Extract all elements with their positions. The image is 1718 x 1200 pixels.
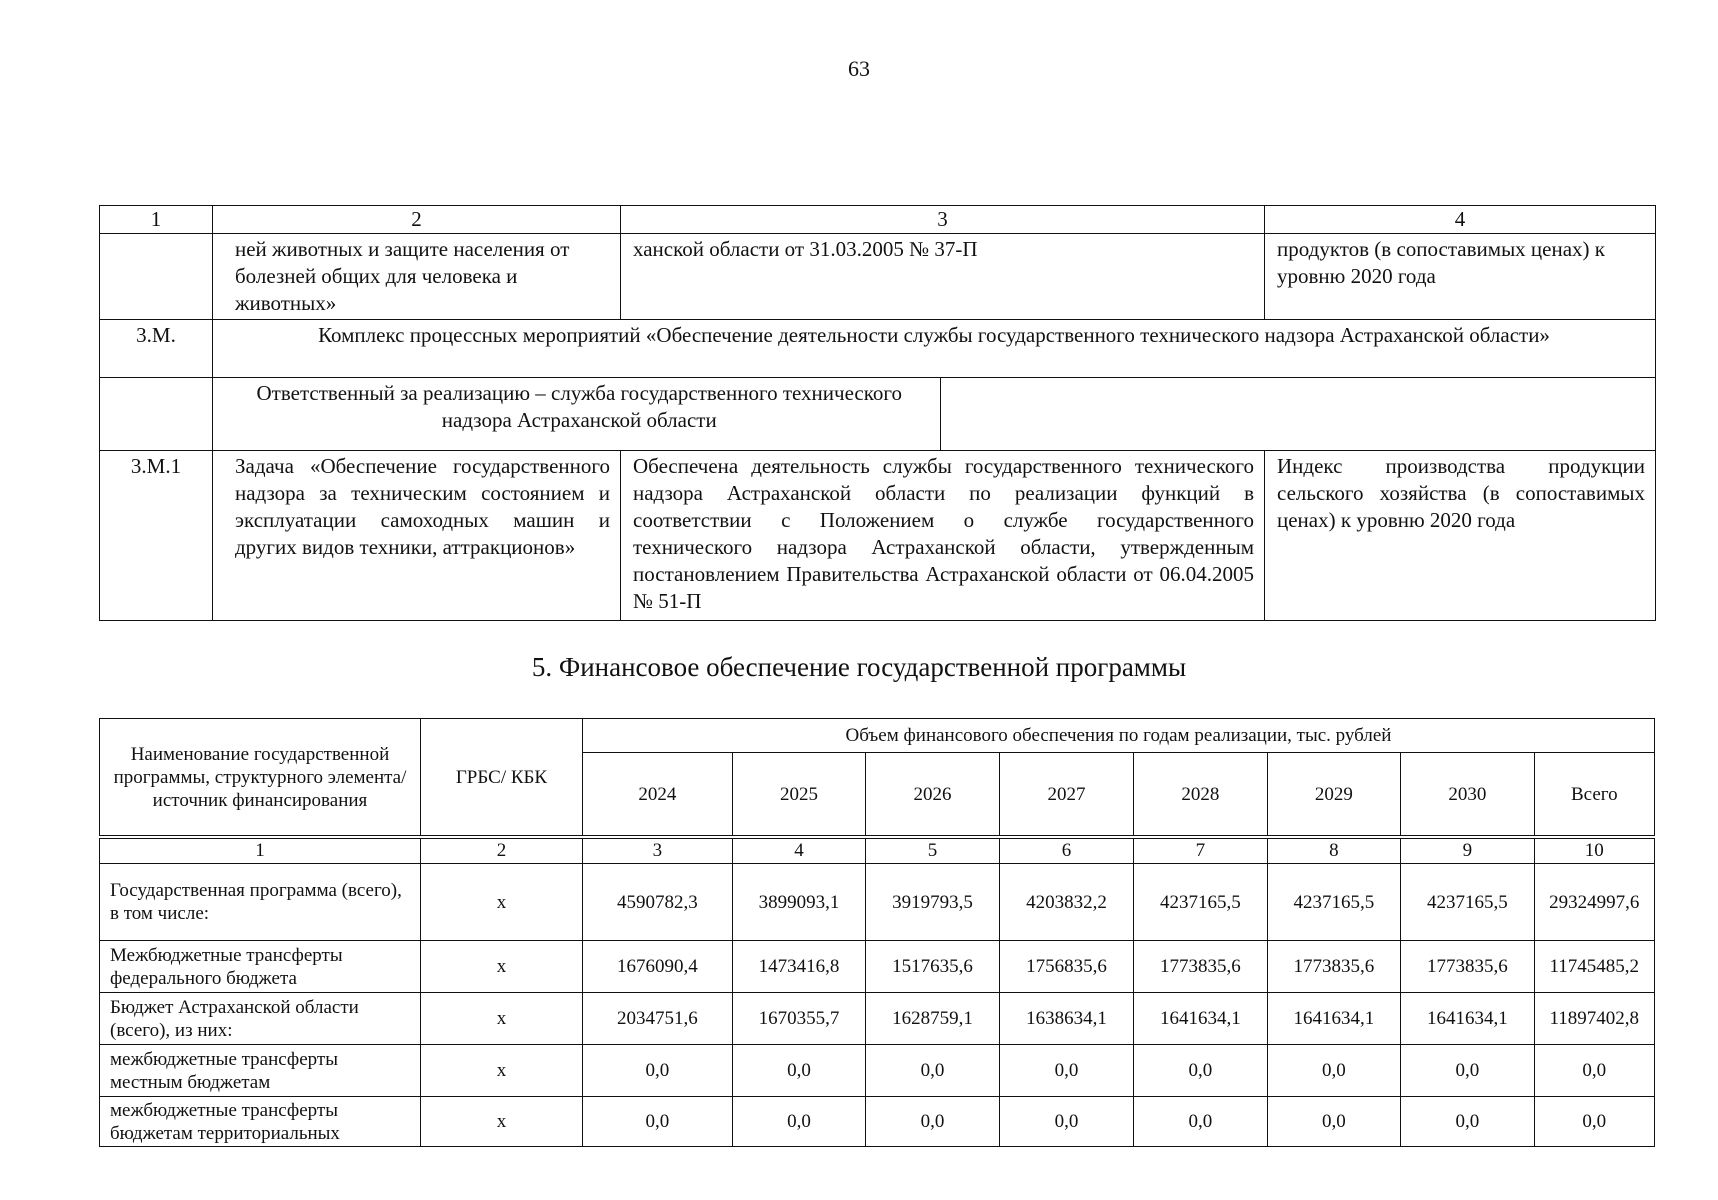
task-number: 3.М.1: [100, 451, 213, 621]
task-result: Обеспечена деятельность службы государственного технического надзора Астраханской области по реализации функций в соответствии с Положением о службе государственного технического надзора Астраханской области, утвержденным постановлением Правительства Астраханской области от 06.04.2005 № 51-П: [621, 451, 1265, 621]
complex-number: 3.М.: [100, 320, 213, 378]
header-year: 2027: [999, 753, 1134, 836]
measures-header-row: [100, 206, 1656, 234]
row-value: 0,0: [582, 1045, 732, 1097]
row-grbs: х: [420, 864, 582, 941]
row-name: Межбюджетные трансферты федерального бюджета: [100, 941, 421, 993]
row-value: 4237165,5: [1401, 864, 1534, 941]
row-value: 1773835,6: [1267, 941, 1400, 993]
measures-header-cell: 2: [213, 206, 621, 234]
complex-row: [100, 320, 1656, 378]
row-value: 2034751,6: [582, 993, 732, 1045]
header-year: 2024: [582, 753, 732, 836]
header-year: 2026: [866, 753, 999, 836]
header-volume: Объем финансового обеспечения по годам реализации, тыс. рублей: [582, 719, 1654, 753]
continuation-result-cell: ханской области от 31.03.2005 № 37-П: [621, 234, 1265, 320]
row-value: 0,0: [866, 1097, 999, 1147]
section-title: 5. Финансовое обеспечение государственной программы: [531, 652, 1187, 682]
index-cell: 4: [732, 839, 865, 864]
index-cell: 5: [866, 839, 999, 864]
responsible-inner-table: [213, 378, 1655, 450]
row-name: Бюджет Астраханской области (всего), из них:: [100, 993, 421, 1045]
row-value: 1773835,6: [1401, 941, 1534, 993]
row-value: 1473416,8: [732, 941, 865, 993]
row-value: 0,0: [1534, 1045, 1654, 1097]
row-value: 0,0: [1534, 1097, 1654, 1147]
row-value: 4237165,5: [1134, 864, 1267, 941]
row-value: 0,0: [1134, 1097, 1267, 1147]
row-value: 1517635,6: [866, 941, 999, 993]
index-cell: 10: [1534, 839, 1654, 864]
row-value: 0,0: [1267, 1097, 1400, 1147]
measures-header-cell: 1: [100, 206, 213, 234]
task-row: [100, 451, 1656, 621]
continuation-row: [100, 234, 1656, 320]
row-grbs: х: [420, 941, 582, 993]
header-grbs: ГРБС/ КБК: [420, 719, 582, 836]
row-value: 4203832,2: [999, 864, 1134, 941]
row-value: 0,0: [732, 1097, 865, 1147]
row-value: 0,0: [999, 1045, 1134, 1097]
header-year: 2028: [1134, 753, 1267, 836]
row-name: Государственная программа (всего), в том числе:: [100, 864, 421, 941]
row-value: 0,0: [1134, 1045, 1267, 1097]
row-value: 1773835,6: [1134, 941, 1267, 993]
index-cell: 6: [999, 839, 1134, 864]
row-value: 1641634,1: [1267, 993, 1400, 1045]
finance-header-row: [100, 719, 1655, 753]
row-value: 0,0: [732, 1045, 865, 1097]
index-cell: 3: [582, 839, 732, 864]
header-year: 2029: [1267, 753, 1400, 836]
row-value: 1641634,1: [1134, 993, 1267, 1045]
row-value: 0,0: [999, 1097, 1134, 1147]
measures-header-cell: 4: [1265, 206, 1656, 234]
responsible-empty-cell: [940, 378, 1655, 450]
index-cell: 9: [1401, 839, 1534, 864]
continuation-indicator-cell: продуктов (в сопоставимых ценах) к уровню 2020 года: [1265, 234, 1656, 320]
row-value: 1641634,1: [1401, 993, 1534, 1045]
table-row: [100, 1045, 1655, 1097]
index-cell: 8: [1267, 839, 1400, 864]
row-value: 11897402,8: [1534, 993, 1654, 1045]
task-indicator: Индекс производства продукции сельского хозяйства (в сопоставимых ценах) к уровню 2020 года: [1265, 451, 1656, 621]
index-cell: 7: [1134, 839, 1267, 864]
row-value: 3899093,1: [732, 864, 865, 941]
responsible-text: Ответственный за реализацию – служба государственного технического надзора Астраханской области: [213, 378, 940, 450]
complex-title: Комплекс процессных мероприятий «Обеспечение деятельности службы государственного технического надзора Астраханской области»: [213, 320, 1656, 378]
row-value: 1676090,4: [582, 941, 732, 993]
responsible-row: [100, 378, 1656, 451]
index-row: [100, 839, 1655, 864]
task-description: Задача «Обеспечение государственного надзора за техническим состоянием и эксплуатации самоходных машин и других видов техники, аттракционов»: [213, 451, 621, 621]
row-value: 1628759,1: [866, 993, 999, 1045]
row-value: 0,0: [582, 1097, 732, 1147]
row-value: 29324997,6: [1534, 864, 1654, 941]
table-row: [100, 1097, 1655, 1147]
row-value: 1756835,6: [999, 941, 1134, 993]
page-number: 63: [848, 56, 870, 81]
row-value: 4590782,3: [582, 864, 732, 941]
row-name: межбюджетные трансферты бюджетам территориальных: [100, 1097, 421, 1147]
row-grbs: х: [420, 1045, 582, 1097]
row-value: 11745485,2: [1534, 941, 1654, 993]
header-year: 2030: [1401, 753, 1534, 836]
continuation-task-cell: ней животных и защите населения от болезней общих для человека и животных»: [213, 234, 621, 320]
header-name: Наименование государственной программы, структурного элемента/источник финансирования: [100, 719, 421, 836]
row-grbs: х: [420, 1097, 582, 1147]
header-year: 2025: [732, 753, 865, 836]
finance-table: [99, 718, 1655, 1147]
table-row: [100, 993, 1655, 1045]
row-value: 0,0: [1401, 1097, 1534, 1147]
table-row: [100, 941, 1655, 993]
index-cell: 2: [420, 839, 582, 864]
continuation-number-cell: [100, 234, 213, 320]
measures-table: [99, 205, 1656, 621]
measures-header-cell: 3: [621, 206, 1265, 234]
row-name: межбюджетные трансферты местным бюджетам: [100, 1045, 421, 1097]
table-row: [100, 864, 1655, 941]
responsible-number-cell: [100, 378, 213, 451]
row-value: 1638634,1: [999, 993, 1134, 1045]
row-value: 0,0: [1401, 1045, 1534, 1097]
row-value: 4237165,5: [1267, 864, 1400, 941]
index-cell: 1: [100, 839, 421, 864]
row-value: 1670355,7: [732, 993, 865, 1045]
responsible-cell: [213, 378, 1656, 451]
row-value: 0,0: [866, 1045, 999, 1097]
row-value: 3919793,5: [866, 864, 999, 941]
row-value: 0,0: [1267, 1045, 1400, 1097]
header-total: Всего: [1534, 753, 1654, 836]
row-grbs: х: [420, 993, 582, 1045]
